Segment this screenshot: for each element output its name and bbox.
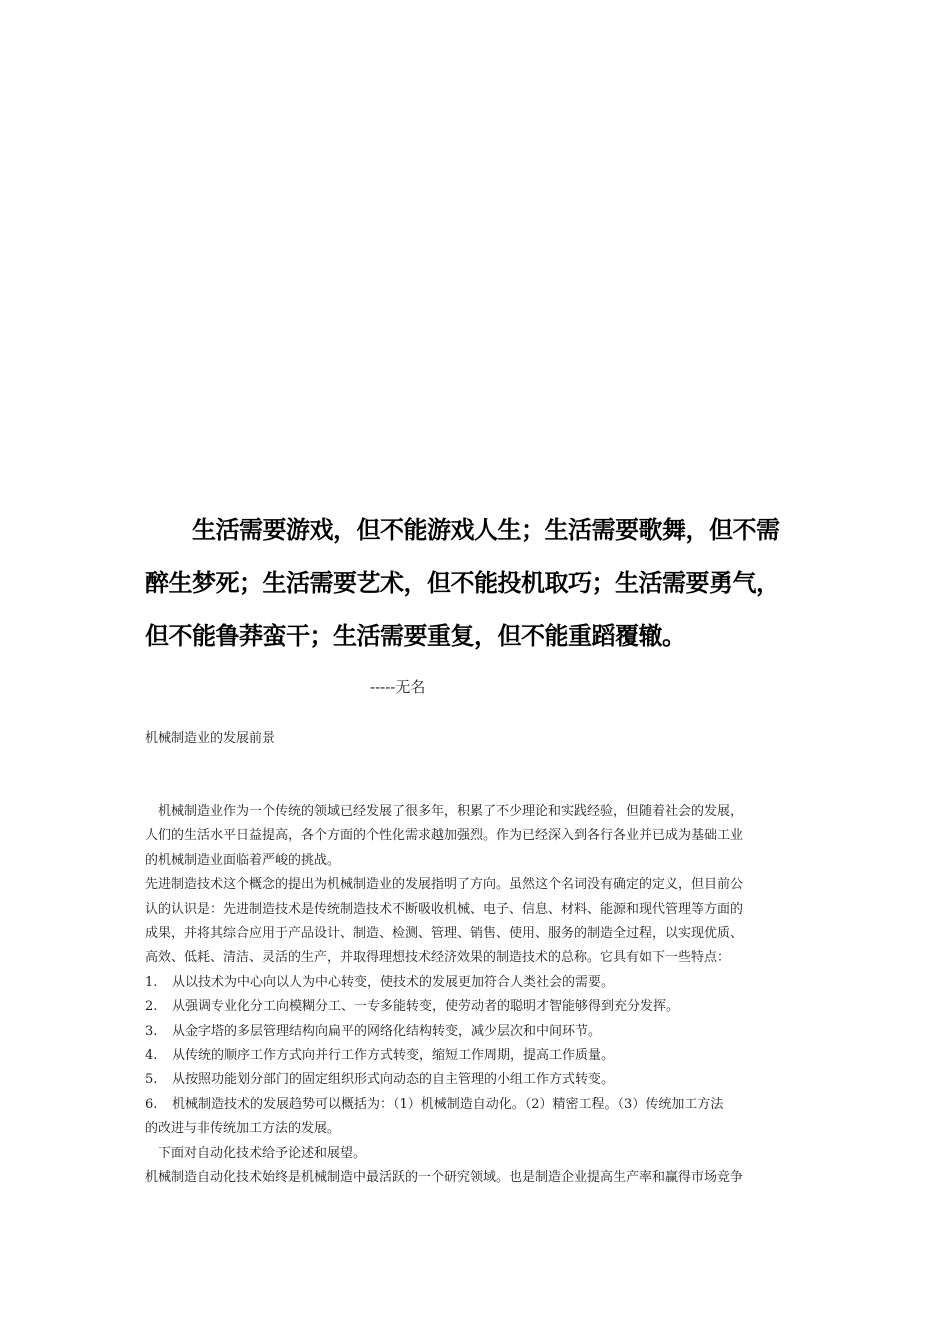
- paragraph-1-line-1: 机械制造业作为一个传统的领域已经发展了很多年，积累了不少理论和实践经验，但随着社会的发展，: [158, 804, 744, 819]
- paragraph-2-line-2: 认的认识是：先进制造技术是传统制造技术不断吸收机械、电子、信息、材料、能源和现代管理等方面的: [145, 901, 744, 917]
- list-item: [145, 1068, 810, 1092]
- transition-line: 下面对自动化技术给予论述和展望。: [158, 1145, 367, 1161]
- quote-author: -----无名: [370, 678, 426, 696]
- quote-line-2: 醉生梦死；生活需要艺术，但不能投机取巧；生活需要勇气，: [145, 569, 780, 597]
- list-number: 2.: [145, 999, 158, 1015]
- list-item: [145, 1020, 810, 1044]
- list-number: 4.: [145, 1048, 158, 1064]
- section-title: 机械制造业的发展前景: [145, 731, 276, 746]
- list-text: 从传统的顺序工作方式向并行工作方式转变，缩短工作周期，提高工作质量。: [172, 1048, 615, 1064]
- list-number: 6.: [145, 1096, 158, 1112]
- paragraph-2-line-1: 先进制造技术这个概念的提出为机械制造业的发展指明了方向。虽然这个名词没有确定的定义，但目前公: [145, 877, 744, 893]
- list-continuation: 的改进与非传统加工方法的发展。: [145, 1121, 341, 1137]
- list-number: 3.: [145, 1023, 158, 1039]
- paragraph-3-line-1: 机械制造自动化技术始终是机械制造中最活跃的一个研究领域。也是制造企业提高生产率和赢得市场竞争: [145, 1170, 744, 1186]
- list-text: 从以技术为中心向以人为中心转变，使技术的发展更加符合人类社会的需要。: [172, 974, 615, 990]
- list-number: 1.: [145, 974, 158, 990]
- list-text: 从按照功能划分部门的固定组织形式向动态的自主管理的小组工作方式转变。: [172, 1072, 615, 1088]
- list-item: [145, 1093, 810, 1117]
- paragraph-2-line-3: 成果，并将其综合应用于产品设计、制造、检测、管理、销售、使用、服务的制造全过程，以实现优质、: [145, 926, 744, 942]
- list-text: 从强调专业化分工向模糊分工、一专多能转变，使劳动者的聪明才智能够得到充分发挥。: [172, 999, 680, 1015]
- list-text: 机械制造技术的发展趋势可以概括为：（1）机械制造自动化。（2）精密工程。（3）传统加工方法: [172, 1096, 724, 1112]
- paragraph-1-line-3: 的机械制造业面临着严峻的挑战。: [145, 852, 341, 868]
- list-item: [145, 995, 810, 1019]
- list-text: 从金字塔的多层管理结构向扁平的网络化结构转变，减少层次和中间环节。: [172, 1023, 602, 1039]
- list-item: [145, 1044, 810, 1068]
- body-text: [145, 800, 810, 1191]
- quote-block: [145, 504, 805, 663]
- paragraph-1-line-2: 人们的生活水平日益提高，各个方面的个性化需求越加强烈。作为已经深入到各行各业并已成为基础工业: [145, 828, 744, 844]
- quote-line-1: 生活需要游戏，但不能游戏人生；生活需要歌舞，但不需: [192, 516, 780, 544]
- quote-line-3: 但不能鲁莽蛮干；生活需要重复，但不能重蹈覆辙。: [145, 622, 686, 650]
- list-number: 5.: [145, 1072, 158, 1088]
- paragraph-2-line-4: 高效、低耗、清洁、灵活的生产，并取得理想技术经济效果的制造技术的总称。它具有如下一些特点：: [145, 950, 731, 966]
- list-item: [145, 971, 810, 995]
